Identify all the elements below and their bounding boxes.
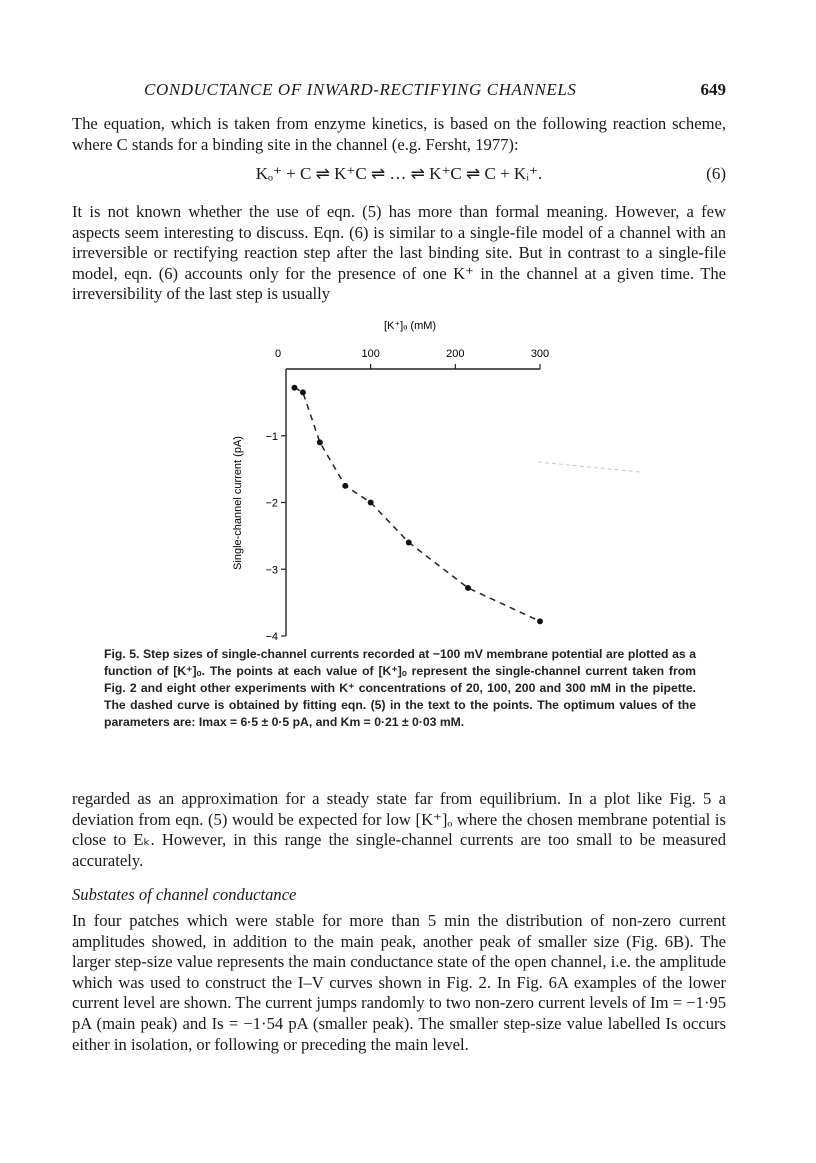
y-tick-label: −4 xyxy=(265,631,278,643)
data-point xyxy=(465,585,471,591)
paragraph-substates xyxy=(72,911,726,1055)
equation-text: Kₒ⁺ + C ⇌ K⁺C ⇌ … ⇌ K⁺C ⇌ C + Kᵢ⁺. xyxy=(255,164,543,183)
data-point xyxy=(537,618,543,624)
faint-mark xyxy=(538,462,640,472)
x-tick-label: 100 xyxy=(361,348,380,360)
paragraph-steady-state xyxy=(72,789,726,871)
data-point xyxy=(342,483,348,489)
data-point xyxy=(300,389,306,395)
equation-number: (6) xyxy=(706,164,726,183)
fit-curve-dashed xyxy=(295,388,541,622)
data-point xyxy=(291,385,297,391)
x-tick-label: 300 xyxy=(530,348,550,360)
paragraph-1-text: The equation, which is taken from enzyme kinetics, is based on the following reaction scheme, where C stands for a binding site in the channel (e.g. Fersht, 1977): xyxy=(72,114,726,154)
paragraph-4-text: In four patches which were stable for more than 5 min the distribution of non-zero current amplitudes showed, in addition to the main peak, another peak of smaller size (Fig. 6B). The larger step-size value represents the main conductance state of the open channel, i.e. the amplitude which was used to construct the I–V curves shown in Fig. 2. In Fig. 6A examples of the lower current level are shown. The current jumps randomly to two non-zero current levels of Im = −1·95 pA (main peak) and Is = −1·54 pA (smaller peak). The smaller step-size value labelled Is occurs either in isolation, or following or preceding the main level. xyxy=(72,911,726,1054)
x-tick-label: 0 xyxy=(274,348,282,360)
figure-5-caption xyxy=(104,646,696,731)
running-title: CONDUCTANCE OF INWARD-RECTIFYING CHANNELS xyxy=(144,80,577,99)
y-tick-label: −2 xyxy=(265,497,278,510)
data-point xyxy=(406,540,412,546)
x-tick-label: 200 xyxy=(446,348,465,360)
y-tick-label: −3 xyxy=(265,564,278,577)
data-point xyxy=(317,439,323,445)
y-axis-label: Single-channel current (pA) xyxy=(232,436,244,570)
data-point xyxy=(368,500,374,506)
x-axis-label: [K⁺]ₒ (mM) xyxy=(383,320,437,332)
paragraph-2-text: It is not known whether the use of eqn. (5) has more than formal meaning. However, a few aspects seem interesting to discuss. Eqn. (6) is similar to a single-file model of a channel with an irreversible or rectifying reaction step after the last binding site. But in contrast to a single-file model, eqn. (6) accounts only for the presence of one K⁺ in the channel at a given time. The irreversibility of the last step is usually xyxy=(72,202,726,304)
y-tick-label: −1 xyxy=(265,430,278,443)
paragraph-3-text: regarded as an approximation for a steady state far from equilibrium. In a plot like Fig. 5 a deviation from eqn. (5) would be expected for low [K⁺]ₒ where the chosen membrane potential is close to Eₖ. However, in this range the single-channel currents are too small to be measured accurately. xyxy=(72,789,726,870)
section-heading: Substates of channel conductance xyxy=(72,885,297,904)
page-number: 649 xyxy=(700,80,726,99)
caption-text: Fig. 5. Step sizes of single-channel currents recorded at −100 mV membrane potential are plotted as a function of [K⁺]ₒ. The points at each value of [K⁺]ₒ represent the single-channel current taken from Fig. 2 and eight other experiments with K⁺ concentrations of 20, 100, 200 and 300 mM in the pipette. The dashed curve is obtained by fitting eqn. (5) in the text to the points. The optimum values of the parameters are: Imax = 6·5 ± 0·5 pA, and Km = 0·21 ± 0·03 mM. xyxy=(104,647,696,729)
